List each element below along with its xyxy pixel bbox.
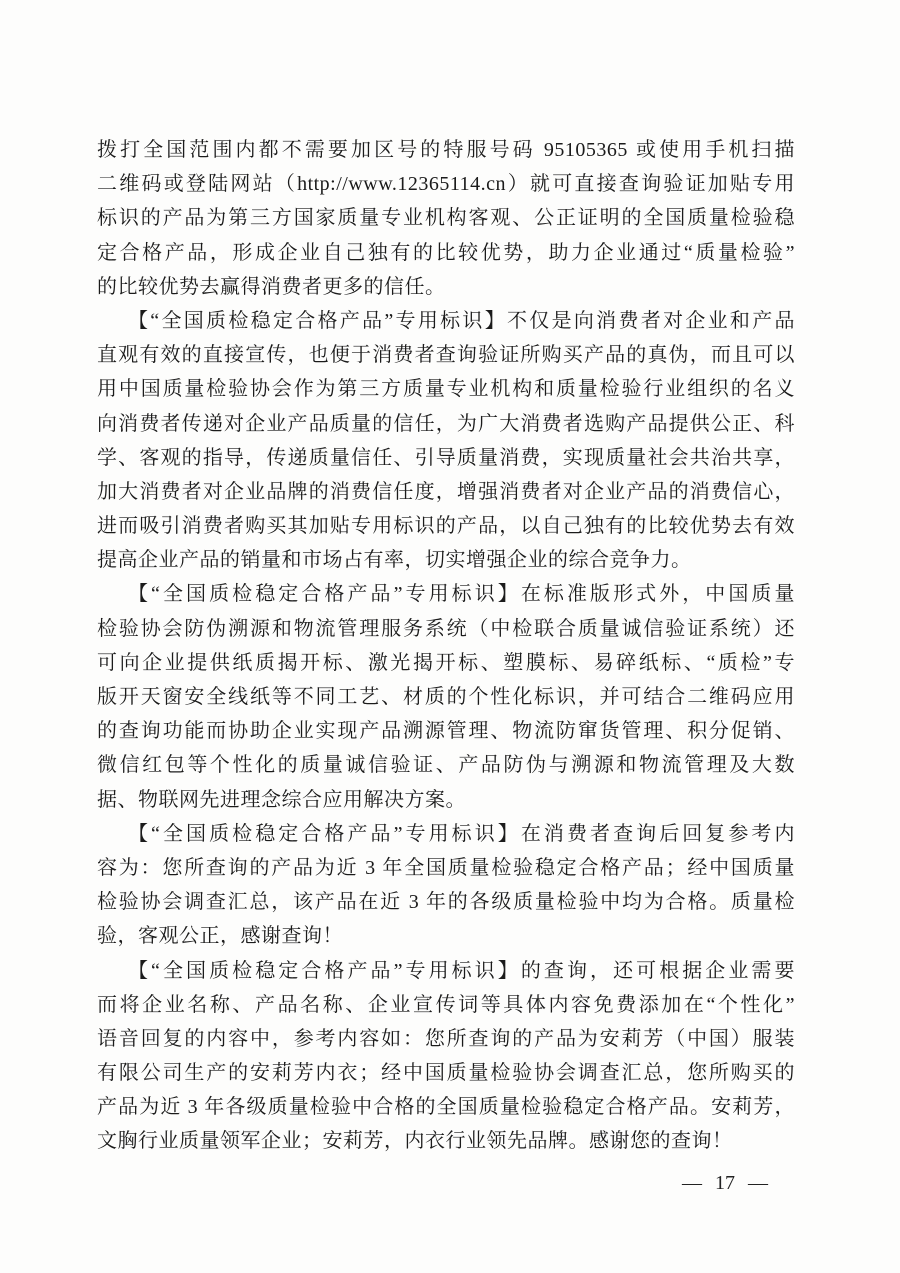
text-line: 拨打全国范围内都不需要加区号的特服号码 95105365 或使用手机扫描 [97, 139, 795, 161]
text-line: 二维码或登陆网站（http://www.12365114.cn）就可直接查询验证加贴专用 [97, 173, 795, 196]
text-line: 提高企业产品的销量和市场占有率，切实增强企业的综合竞争力。 [97, 549, 692, 572]
text-line: 有限公司生产的安莉芳内衣；经中国质量检验协会调查汇总，您所购买的 [97, 1062, 795, 1085]
text-block [97, 133, 795, 1159]
text-line: 语音回复的内容中，参考内容如：您所查询的产品为安莉芳（中国）服装 [97, 1027, 795, 1050]
text-line: 文胸行业质量领军企业；安莉芳，内衣行业领先品牌。感谢您的查询！ [97, 1130, 733, 1153]
text-line: 【“全国质检稳定合格产品”专用标识】在标准版形式外，中国质量 [128, 583, 795, 606]
text-line: 加大消费者对企业品牌的消费信任度，增强消费者对企业产品的消费信心， [97, 480, 795, 503]
page-number: — 17 — [682, 1172, 768, 1194]
text-line: 【“全国质检稳定合格产品”专用标识】在消费者查询后回复参考内 [128, 822, 795, 845]
text-line: 可向企业提供纸质揭开标、激光揭开标、塑膜标、易碎纸标、“质检”专 [97, 651, 795, 674]
text-line: 定合格产品，形成企业自己独有的比较优势，助力企业通过“质量检验” [97, 241, 795, 264]
text-line: 【“全国质检稳定合格产品”专用标识】的查询，还可根据企业需要 [128, 959, 795, 982]
text-line: 进而吸引消费者购买其加贴专用标识的产品，以自己独有的比较优势去有效 [97, 515, 795, 538]
text-line: 容为：您所查询的产品为近 3 年全国质量检验稳定合格产品；经中国质量 [97, 856, 795, 879]
text-line: 的查询功能而协助企业实现产品溯源管理、物流防窜货管理、积分促销、 [97, 720, 795, 743]
text-line: 检验协会防伪溯源和物流管理服务系统（中检联合质量诚信验证系统）还 [97, 617, 795, 640]
text-line: 版开天窗安全线纸等不同工艺、材质的个性化标识，并可结合二维码应用 [97, 686, 795, 708]
text-line: 微信红包等个性化的质量诚信验证、产品防伪与溯源和物流管理及大数 [97, 754, 795, 777]
text-line: 向消费者传递对企业产品质量的信任，为广大消费者选购产品提供公正、科 [97, 412, 795, 435]
text-line: 直观有效的直接宣传，也便于消费者查询验证所购买产品的真伪，而且可以 [97, 344, 795, 367]
text-line: 学、客观的指导，传递质量信任、引导质量消费，实现质量社会共治共享， [97, 446, 795, 469]
text-line: 而将企业名称、产品名称、企业宣传词等具体内容免费添加在“个性化” [97, 993, 795, 1016]
text-line: 据、物联网先进理念综合应用解决方案。 [97, 788, 466, 811]
text-line: 的比较优势去赢得消费者更多的信任。 [97, 275, 446, 298]
text-line: 检验协会调查汇总，该产品在近 3 年的各级质量检验中均为合格。质量检 [97, 891, 795, 914]
text-line: 用中国质量检验协会作为第三方质量专业机构和质量检验行业组织的名义 [97, 378, 795, 401]
text-line: 验，客观公正，感谢查询！ [97, 925, 343, 948]
text-line: 标识的产品为第三方国家质量专业机构客观、公正证明的全国质量检验稳 [97, 207, 795, 230]
text-line: 产品为近 3 年各级质量检验中合格的全国质量检验稳定合格产品。安莉芳， [97, 1096, 795, 1119]
text-line: 【“全国质检稳定合格产品”专用标识】不仅是向消费者对企业和产品 [128, 309, 795, 332]
